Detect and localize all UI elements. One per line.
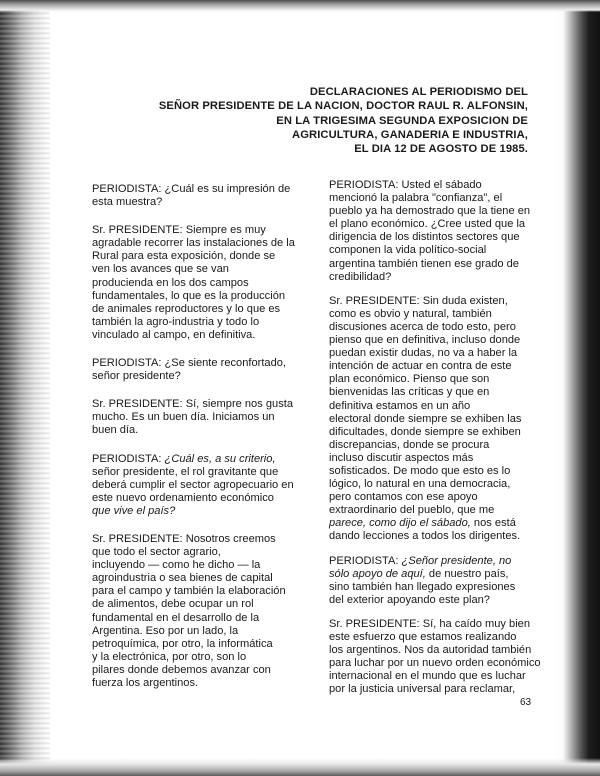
answer-paragraph: [329, 295, 559, 544]
text-line: dando lecciones a todos los dirigentes.: [329, 530, 521, 543]
text-line: fundamental en el desarrollo de la: [92, 611, 260, 624]
text-line: pero contamos con ese apoyo: [329, 491, 478, 504]
text-line: que vive el país?: [92, 504, 176, 517]
scan-shadow-right: [555, 0, 600, 776]
heading-line: DECLARACIONES AL PERIODISMO DEL: [309, 86, 528, 98]
text-line: fuerza los argentinos.: [92, 677, 199, 689]
italic-text: parece, como dijo el sábado,: [329, 517, 471, 530]
text-line: pueblo ya ha demostrado que la tiene en: [329, 205, 531, 218]
text-line: Sr. PRESIDENTE: Sí, ha caído muy bien: [329, 617, 531, 630]
text-line: producienda en los dos campos: [92, 276, 249, 289]
text-line: mucho. Es un buen día. Iniciamos un: [92, 411, 275, 424]
text-line: por la justicia universal para reclamar,: [329, 683, 516, 696]
text-line: Sr. PRESIDENTE: Siempre es muy: [92, 224, 266, 237]
left-column: [92, 183, 322, 705]
text-line: ven los avances que se van: [92, 263, 229, 276]
text-line: petroquímica, por otro, la informática: [92, 637, 273, 650]
text-line: componen la vida político-social: [329, 244, 487, 257]
text-line: vinculado al campo, en definitiva.: [92, 328, 256, 341]
text-line: como es obvio y natural, también: [329, 307, 492, 320]
text-line: PERIODISTA: ¿Se siente reconfortado,: [92, 357, 287, 370]
text-line: pienso que en definitiva, incluso donde: [329, 334, 521, 347]
text-line: este nuevo ordenamiento económico: [92, 491, 274, 504]
text-line: [329, 555, 559, 568]
text-line: dificultades, donde siempre se exhiben: [329, 425, 521, 438]
text-line: de animales reproductores y lo que es: [92, 302, 281, 315]
speaker-label: PERIODISTA:: [329, 554, 402, 567]
text-line: el plano económico. ¿Cree usted que la: [329, 218, 526, 231]
text-line: agroindustria o sea bienes de capital: [92, 572, 273, 585]
right-column: [329, 179, 559, 707]
text-line: y la electrónica, por otro, son lo: [92, 650, 247, 663]
text-line: bienvenidas las críticas y que en: [329, 386, 490, 399]
question-paragraph: [329, 555, 559, 607]
question-paragraph: [92, 453, 322, 518]
heading-line: SEÑOR PRESIDENTE DE LA NACION, DOCTOR RAUL R. ALFONSIN,: [158, 100, 528, 113]
text-line: argentina también tienen ese grado de: [329, 257, 519, 270]
text-line: Rural para esta exposición, donde se: [92, 250, 276, 263]
text-line: PERIODISTA: ¿Cuál es su impresión de: [92, 183, 291, 195]
text-line: Argentina. Eso por un lado, la: [92, 624, 239, 637]
text-line: fundamentales, lo que es la producción: [92, 289, 286, 302]
text-line: incluso discutir aspectos más: [329, 451, 474, 464]
plain-text: nos está: [470, 517, 516, 530]
scan-shadow-left: [0, 0, 50, 776]
text-line: agradable recorrer las instalaciones de la: [92, 237, 295, 250]
answer-paragraph: [92, 224, 322, 342]
italic-text: ¿Señor presidente, no: [401, 554, 512, 567]
text-line: esta muestra?: [92, 196, 163, 209]
text-line: los argentinos. Nos da autoridad también: [329, 644, 532, 657]
text-line: dirigencia de los distintos sectores que: [329, 231, 520, 244]
text-line: este esfuerzo que estamos realizando: [329, 631, 517, 643]
text-line: para luchar por un nuevo orden económico: [329, 657, 541, 670]
question-paragraph: [92, 183, 322, 209]
page-number: 63: [520, 697, 532, 708]
italic-text: ¿Cuál es, a su criterio,: [164, 452, 276, 465]
question-paragraph: [92, 357, 322, 383]
text-line: definitiva estamos en un año: [329, 399, 471, 412]
text-line: intención de actuar en contra de este: [329, 360, 512, 373]
text-line: mencionó la palabra "confianza", el: [329, 192, 503, 205]
text-line: credibilidad?: [329, 270, 392, 283]
text-line: señor presidente?: [92, 370, 181, 383]
heading-line: EL DIA 12 DE AGOSTO DE 1985.: [354, 143, 528, 156]
text-line: deberá cumplir el sector agropecuario en: [92, 478, 294, 491]
text-line: sino también han llegado expresiones: [329, 580, 516, 593]
heading-line: EN LA TRIGESIMA SEGUNDA EXPOSICION DE: [276, 114, 528, 127]
answer-paragraph: [92, 398, 322, 437]
text-line: pilares donde debemos avanzar con: [92, 663, 271, 676]
text-line: señor presidente, el rol gravitante que: [92, 465, 279, 478]
text-line: lógico, lo natural en una democracia,: [329, 478, 511, 491]
scan-shadow-top: [0, 0, 600, 12]
text-line: PERIODISTA: Usted el sábado: [329, 179, 482, 191]
text-line: Sr. PRESIDENTE: Sí, siempre nos gusta: [92, 398, 293, 411]
text-line: plan económico. Pienso que son: [329, 373, 490, 386]
speaker-label: PERIODISTA:: [92, 452, 165, 465]
text-line: buen día.: [92, 424, 139, 437]
text-line: electoral donde siempre se exhiben las: [329, 412, 522, 425]
text-line: también la agro-industria y todo lo: [92, 315, 260, 328]
text-line: Sr. PRESIDENTE: Sin duda existen,: [329, 294, 508, 307]
plain-text: de nuestro país,: [425, 567, 509, 580]
question-paragraph: [329, 179, 559, 284]
text-line: Sr. PRESIDENTE: Nosotros creemos: [92, 532, 276, 545]
text-line: discrepancias, donde se procura: [329, 438, 490, 451]
scan-shadow-bottom: [0, 758, 600, 776]
text-line: del exterior apoyando este plan?: [329, 593, 490, 606]
text-line: [329, 517, 559, 530]
italic-text: sólo apoyo de aquí,: [329, 567, 426, 580]
document-heading: [58, 85, 528, 156]
text-line: incluyendo — como he dicho — la: [92, 559, 261, 572]
text-line: internacional en el mundo que es luchar: [329, 670, 526, 683]
heading-line: AGRICULTURA, GANADERIA E INDUSTRIA,: [292, 128, 528, 141]
text-line: que todo el sector agrario,: [92, 546, 221, 559]
text-line: extraordinario del pueblo, que me: [329, 504, 495, 517]
text-line: discusiones acerca de todo esto, pero: [329, 320, 516, 333]
answer-paragraph: [92, 533, 322, 690]
text-line: [92, 453, 322, 466]
text-line: de alimentos, debe ocupar un rol: [92, 598, 254, 611]
text-line: [329, 568, 559, 581]
text-line: para el campo y también la elaboración: [92, 585, 286, 598]
answer-paragraph: [329, 618, 559, 697]
text-line: puedan existir dudas, no va a haber la: [329, 347, 518, 360]
text-line: sofisticados. De modo que esto es lo: [329, 464, 511, 477]
